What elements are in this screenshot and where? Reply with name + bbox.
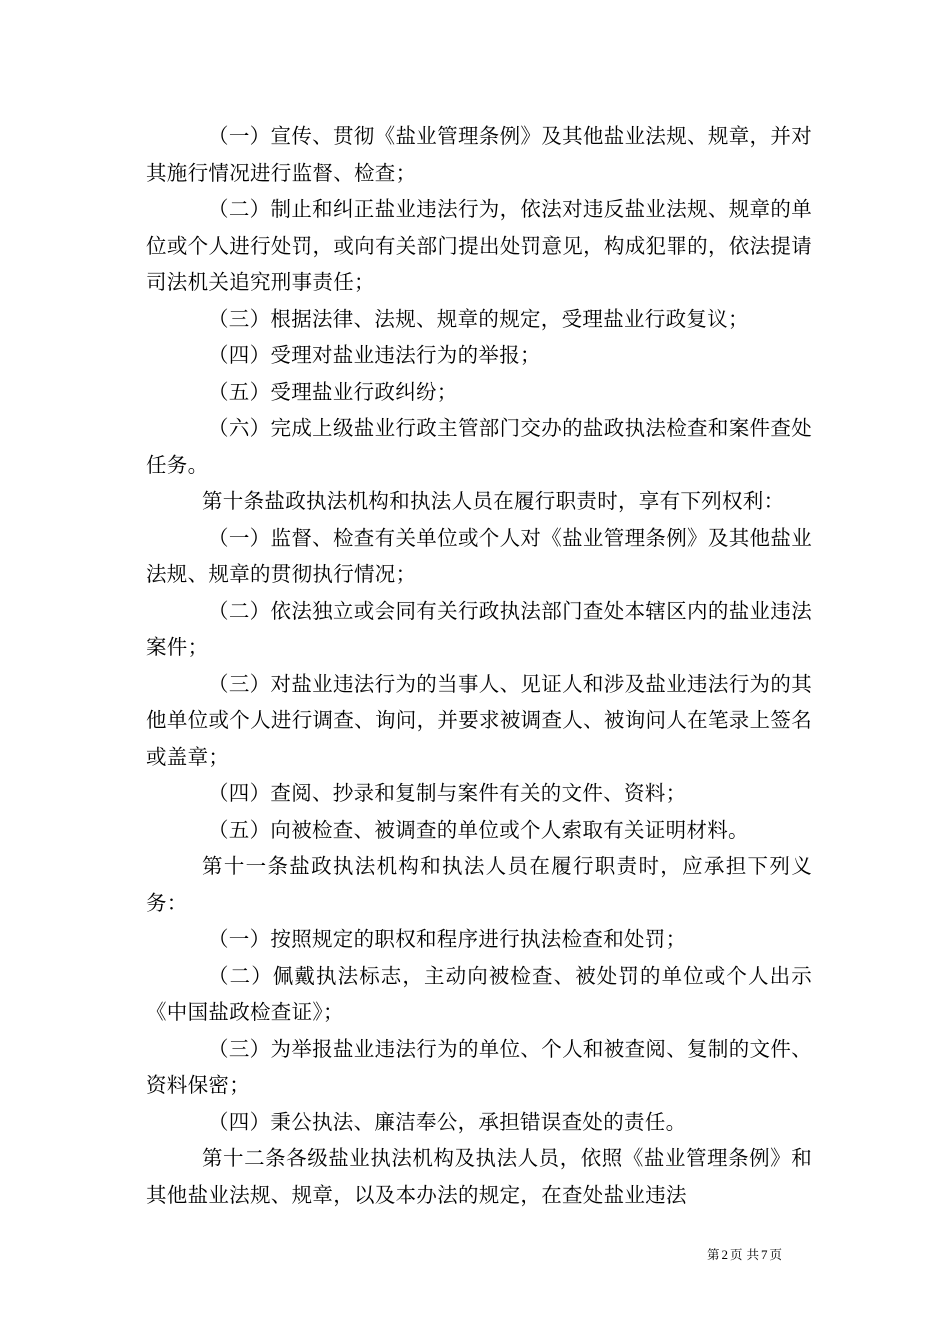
paragraph: （六）完成上级盐业行政主管部门交办的盐政执法检查和案件查处任务。 bbox=[146, 416, 812, 477]
paragraph: （三）为举报盐业违法行为的单位、个人和被查阅、复制的文件、资料保密； bbox=[146, 1036, 812, 1097]
paragraph: （三）对盐业违法行为的当事人、见证人和涉及盐业违法行为的其他单位或个人进行调查、询问，并要求被调查人、被询问人在笔录上签名或盖章； bbox=[146, 671, 812, 769]
total-pages-number: 7 bbox=[761, 1247, 768, 1262]
paragraph: （二）佩戴执法标志，主动向被检查、被处罚的单位或个人出示《中国盐政检查证》； bbox=[146, 963, 812, 1024]
paragraph: （三）根据法律、法规、规章的规定，受理盐业行政复议； bbox=[208, 306, 749, 331]
paragraph: （二）依法独立或会同有关行政执法部门查处本辖区内的盐业违法案件； bbox=[146, 598, 812, 659]
paragraph: （五）受理盐业行政纠纷； bbox=[208, 379, 458, 404]
paragraph: （一）监督、检查有关单位或个人对《盐业管理条例》及其他盐业法规、规章的贯彻执行情况； bbox=[146, 525, 812, 586]
page-number-footer bbox=[707, 1247, 782, 1263]
paragraph: （一）按照规定的职权和程序进行执法检查和处罚； bbox=[208, 927, 687, 951]
article-heading: 第十一条盐政执法机构和执法人员在履行职责时，应承担下列义务： bbox=[146, 854, 812, 915]
document-body bbox=[146, 118, 812, 1213]
footer-prefix: 第 bbox=[707, 1247, 720, 1262]
article-heading: 第十条盐政执法机构和执法人员在履行职责时，享有下列权利： bbox=[202, 489, 785, 513]
paragraph: （二）制止和纠正盐业违法行为，依法对违反盐业法规、规章的单位或个人进行处罚，或向有关部门提出处罚意见，构成犯罪的，依法提请司法机关追究刑事责任； bbox=[146, 197, 812, 294]
paragraph: （四）受理对盐业违法行为的举报； bbox=[208, 343, 541, 367]
paragraph: （四）秉公执法、廉洁奉公，承担错误查处的责任。 bbox=[208, 1109, 687, 1134]
paragraph: （一）宣传、贯彻《盐业管理条例》及其他盐业法规、规章，并对其施行情况进行监督、检查； bbox=[146, 124, 812, 185]
footer-middle: 页 共 bbox=[730, 1247, 759, 1262]
paragraph: （四）查阅、抄录和复制与案件有关的文件、资料； bbox=[208, 781, 687, 805]
paragraph: （五）向被检查、被调查的单位或个人索取有关证明材料。 bbox=[208, 817, 749, 842]
current-page-number: 2 bbox=[721, 1247, 729, 1262]
article-heading: 第十二条各级盐业执法机构及执法人员，依照《盐业管理条例》和其他盐业法规、规章，以及本办法的规定，在查处盐业违法 bbox=[146, 1146, 812, 1207]
footer-suffix: 页 bbox=[769, 1247, 783, 1262]
